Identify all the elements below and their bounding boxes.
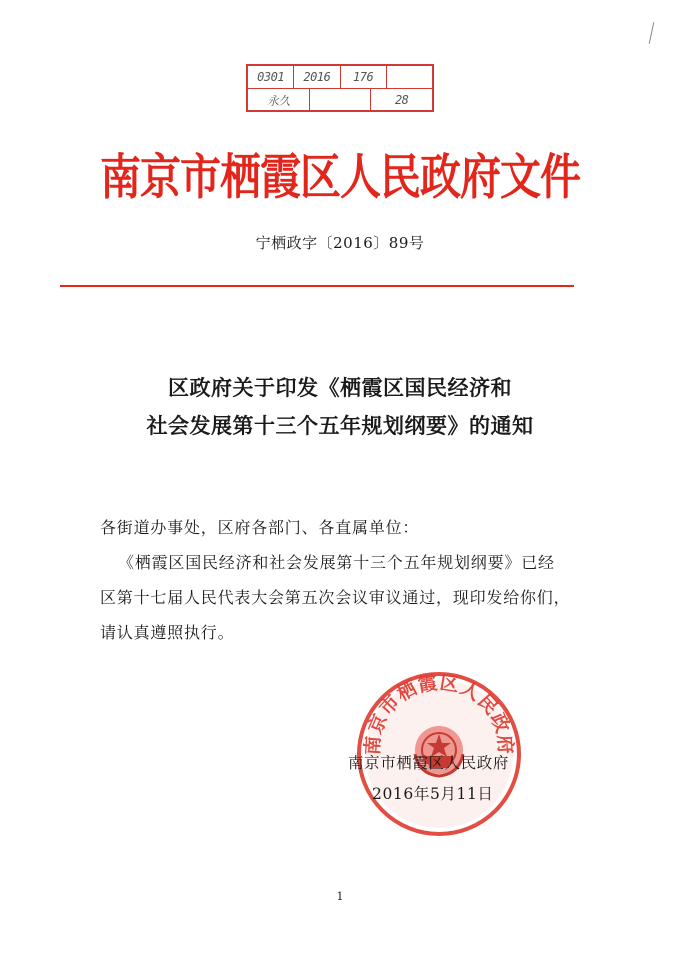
archive-empty-cell (386, 66, 432, 88)
archive-pages: 28 (370, 89, 432, 111)
body-line-1: 《栖霞区国民经济和社会发展第十三个五年规划纲要》已经 (118, 553, 555, 572)
red-separator-line (60, 285, 574, 287)
notice-title-line-2: 社会发展第十三个五年规划纲要》的通知 (146, 414, 534, 438)
pen-mark (649, 22, 655, 44)
archive-year: 2016 (293, 66, 339, 88)
archive-empty-cell (309, 89, 371, 111)
body-line-2: 区第十七届人民代表大会第五次会议审议通过，现印发给你们， (100, 588, 571, 607)
archive-fonds-code: 0301 (257, 70, 285, 84)
archive-stamp-row-2 (248, 88, 432, 111)
signature-date: 2016年5月11日 (372, 785, 494, 803)
archive-item-number: 176 (340, 66, 386, 88)
notice-title-line-1: 区政府关于印发《栖霞区国民经济和 (168, 376, 512, 400)
issuer-header-title: 南京市栖霞区人民政府文件 (100, 148, 580, 206)
archive-retention: 永久 (266, 93, 290, 108)
archive-stamp-row-1 (248, 66, 432, 88)
seal-text: 南京市栖霞区人民政府 (361, 671, 517, 756)
body-line-3: 请认真遵照执行。 (100, 623, 235, 642)
salutation: 各街道办事处，区府各部门、各直属单位： (100, 518, 420, 537)
document-number: 宁栖政字〔2016〕89号 (255, 234, 425, 252)
archive-stamp (246, 64, 434, 112)
signature-issuer: 南京市栖霞区人民政府 (348, 754, 510, 772)
page-number: 1 (336, 890, 344, 903)
